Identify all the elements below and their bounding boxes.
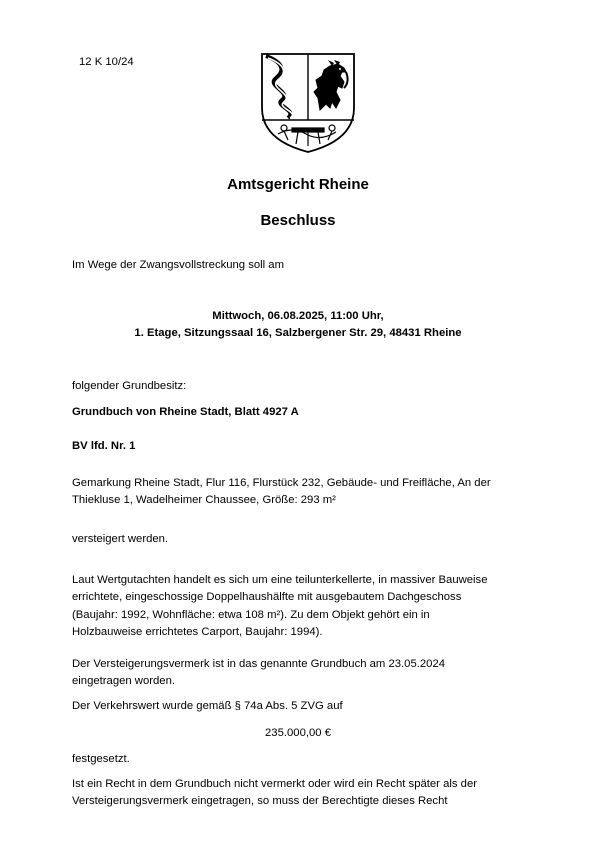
parcel-line: Gemarkung Rheine Stadt, Flur 116, Flurstück 232, Gebäude- und Freifläche, An der — [72, 477, 491, 489]
appointment-date-time: Mittwoch, 06.08.2025, 11:00 Uhr, — [212, 310, 384, 322]
coat-of-arms-icon — [258, 48, 358, 156]
market-value-intro: Der Verkehrswert wurde gemäß § 74a Abs. 5 ZVG auf — [72, 700, 343, 712]
rights-line: Versteigerungsvermerk eingetragen, so muss der Berechtigte dieses Recht — [72, 795, 448, 808]
appointment-location: 1. Etage, Sitzungssaal 16, Salzbergener Str. 29, 48431 Rheine — [134, 327, 462, 339]
bv-number: BV lfd. Nr. 1 — [72, 440, 136, 452]
parcel-line: Thiekluse 1, Wadelheimer Chaussee, Größe: 293 m² — [72, 494, 336, 507]
auction-phrase: versteigert werden. — [72, 533, 169, 545]
valuation-line: (Baujahr: 1992, Wohnfläche: etwa 108 m²). Zu dem Objekt gehört ein in — [72, 608, 430, 621]
court-name: Amtsgericht Rheine — [227, 176, 369, 193]
valuation-line: errichtete, eingeschossige Doppelhaushälfte mit ausgebautem Dachgeschoss — [72, 591, 462, 604]
registration-paragraph — [72, 656, 532, 691]
registration-line: eingetragen worden. — [72, 675, 176, 688]
valuation-line: Laut Wertgutachten handelt es sich um eine teilunterkellerte, in massiver Bauweise — [72, 574, 488, 586]
document-type-heading: Beschluss — [260, 212, 336, 229]
valuation-line: Holzbauweise errichtetes Carport, Baujahr: 1994). — [72, 625, 323, 638]
property-intro: folgender Grundbesitz: — [72, 380, 187, 392]
market-value: 235.000,00 € — [265, 727, 331, 739]
intro-text: Im Wege der Zwangsvollstreckung soll am — [72, 259, 285, 271]
valuation-paragraph — [72, 572, 532, 641]
rights-line: Ist ein Recht in dem Grundbuch nicht vermerkt oder wird ein Recht später als der — [72, 778, 477, 790]
fixed-phrase: festgesetzt. — [72, 753, 130, 765]
parcel-description — [72, 475, 532, 510]
registration-line: Der Versteigerungsvermerk ist in das genannte Grundbuch am 23.05.2024 — [72, 658, 446, 670]
land-register-entry: Grundbuch von Rheine Stadt, Blatt 4927 A — [72, 406, 299, 418]
case-number: 12 K 10/24 — [79, 56, 134, 68]
rights-paragraph — [72, 776, 532, 811]
